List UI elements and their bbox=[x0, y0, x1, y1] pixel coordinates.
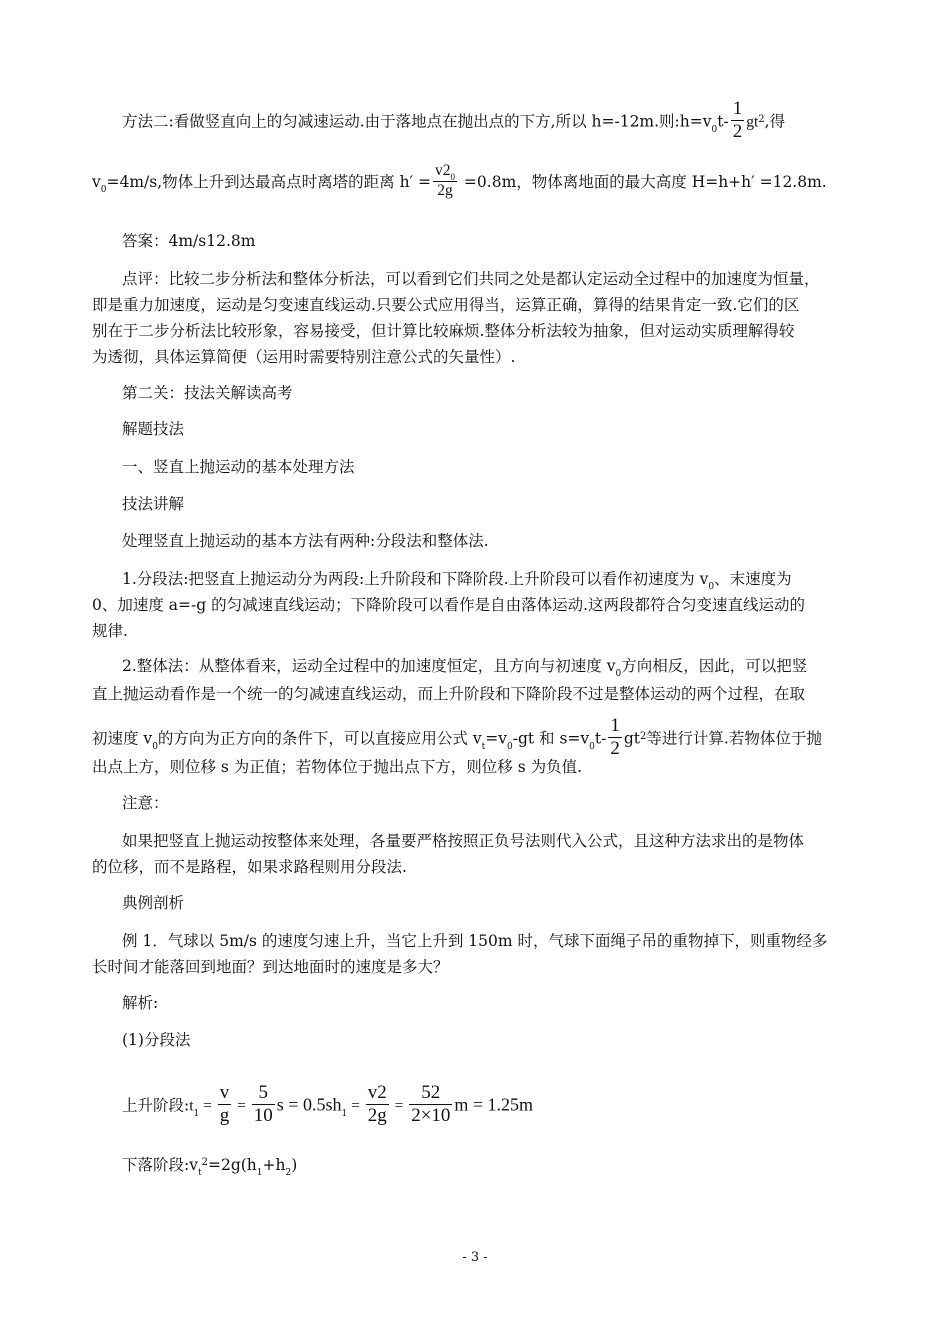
subscript: t bbox=[197, 1168, 202, 1178]
equals: = bbox=[199, 1097, 216, 1115]
denominator: 2g bbox=[437, 182, 453, 199]
text: 、末速度为 bbox=[714, 570, 792, 588]
analysis-heading: 解析: bbox=[122, 994, 159, 1012]
heading-explain: 技法讲解 bbox=[122, 495, 185, 513]
text: ,得 bbox=[764, 112, 786, 131]
text: t- bbox=[717, 112, 729, 131]
note-heading: 注意： bbox=[122, 794, 169, 812]
answer: 答案：4m/s12.8m bbox=[122, 232, 256, 250]
text: m = 1.25m bbox=[454, 1094, 534, 1115]
subscript: 1 bbox=[341, 1108, 348, 1119]
velocity-height-line bbox=[92, 164, 860, 202]
denominator: 10 bbox=[253, 1105, 273, 1126]
text: 的方向为正方向的条件下，可以直接应用公式 v bbox=[157, 729, 482, 748]
denominator: g bbox=[219, 1105, 230, 1126]
subscript: t bbox=[481, 741, 486, 752]
subscript: 0 bbox=[589, 741, 595, 752]
fraction-52-over-2x10 bbox=[409, 1082, 452, 1127]
subscript: 0 bbox=[450, 172, 455, 182]
note-line-1: 如果把竖直上抛运动按整体来处理，各量要严格按照正负号法则代入公式，且这种方法求出的是物体 bbox=[122, 832, 805, 850]
text: 等进行计算.若物体位于抛 bbox=[646, 729, 822, 748]
numerator: 52 bbox=[409, 1082, 452, 1105]
equals: = bbox=[390, 1097, 408, 1115]
text: gt bbox=[746, 113, 759, 131]
example-line-1: 例 1．气球以 5m/s 的速度匀速上升，当它上升到 150m 时，气球下面绳子吊的重物掉下，则重物经多 bbox=[122, 932, 828, 950]
text: v bbox=[92, 173, 101, 191]
text: t- bbox=[594, 729, 607, 748]
numerator-text: v2 bbox=[435, 162, 451, 179]
denominator: 2 bbox=[732, 121, 743, 142]
superscript: 2 bbox=[640, 730, 647, 742]
text: 方向相反，因此，可以把竖 bbox=[621, 657, 808, 675]
subscript: 1 bbox=[193, 1108, 200, 1119]
example-line-2: 长时间才能落回到地面？到达地面时的速度是多大？ bbox=[92, 958, 449, 976]
text: =4m/s,物体上升到达最高点时离塔的距离 h′ = bbox=[106, 173, 431, 191]
heading-example: 典例剖析 bbox=[122, 894, 185, 912]
subscript: 2 bbox=[285, 1168, 292, 1178]
note-line-2: 的位移，而不是路程，如果求路程则用分段法. bbox=[92, 858, 407, 876]
fraction-5-over-10 bbox=[252, 1082, 275, 1127]
comment-line-2: 即是重力加速度，运动是匀变速直线运动.只要公式应用得当，运算正确，算得的结果肯定一致.它们的区 bbox=[92, 296, 800, 314]
method-one-line-1 bbox=[122, 566, 860, 595]
equals: = bbox=[233, 1097, 250, 1115]
subscript: 0 bbox=[615, 669, 622, 679]
subscript: 0 bbox=[506, 741, 513, 752]
equals: = bbox=[347, 1097, 364, 1115]
numerator: v bbox=[219, 1082, 230, 1103]
method-two-line bbox=[122, 100, 860, 145]
denominator: 2g bbox=[367, 1105, 387, 1126]
method-one-line-3: 规律. bbox=[92, 622, 128, 640]
numerator: 1 bbox=[732, 98, 743, 119]
methods-intro: 处理竖直上抛运动的基本方法有两种:分段法和整体法. bbox=[122, 532, 489, 550]
text: 下落阶段:v bbox=[122, 1156, 198, 1174]
subscript: 0 bbox=[711, 124, 718, 135]
numerator bbox=[433, 162, 457, 182]
fraction-v-over-g bbox=[218, 1082, 232, 1127]
text: 1.分段法:把竖直上抛运动分为两段:上升阶段和下降阶段.上升阶段可以看作初速度为 v bbox=[122, 570, 709, 588]
text: 方法二:看做竖直向上的匀减速运动.由于落地点在抛出点的下方,所以 h=-12m.则:h=v bbox=[122, 112, 712, 131]
subscript: 1 bbox=[256, 1168, 263, 1178]
heading-part-one: 一、竖直上抛运动的基本处理方法 bbox=[122, 458, 355, 476]
variable: t bbox=[189, 1097, 194, 1115]
method-two-line-2: 直上抛运动看作是一个统一的匀减速直线运动，而上升阶段和下降阶段不过是整体运动的两个过程，在取 bbox=[92, 685, 806, 703]
numerator: v2 bbox=[367, 1082, 387, 1103]
text: ) bbox=[291, 1156, 298, 1174]
fraction bbox=[731, 98, 745, 143]
denominator: 2 bbox=[610, 738, 620, 759]
segment-method-heading: (1)分段法 bbox=[122, 1031, 191, 1049]
rise-stage-equation bbox=[122, 1084, 860, 1129]
label: 上升阶段: bbox=[122, 1096, 190, 1115]
fraction bbox=[433, 162, 457, 200]
text: =2g(h bbox=[207, 1156, 257, 1174]
fraction-v2-over-2g bbox=[366, 1082, 389, 1127]
fall-stage-equation bbox=[122, 1152, 860, 1181]
comment-line-3: 别在于二步分析法比较形象，容易接受，但计算比较麻烦.整体分析法较为抽象，但对运动实质理解得较 bbox=[92, 322, 795, 340]
text: =0.8m，物体离地面的最大高度 H=h+h′ =12.8m. bbox=[459, 173, 827, 191]
subscript: 0 bbox=[152, 741, 158, 752]
text: gt bbox=[623, 729, 641, 748]
text: +h bbox=[262, 1156, 286, 1174]
page-number: - 3 - bbox=[462, 1250, 488, 1265]
numerator: 5 bbox=[252, 1082, 275, 1105]
text: 2.整体法：从整体看来，运动全过程中的加速度恒定，且方向与初速度 v bbox=[122, 657, 616, 675]
text: =v bbox=[485, 729, 507, 748]
method-two-line-1 bbox=[122, 653, 860, 682]
section-heading-second: 第二关：技法关解读高考 bbox=[122, 384, 293, 402]
comment-line-4: 为透彻，具体运算简便（运用时需要特别注意公式的矢量性）. bbox=[92, 348, 516, 366]
method-two-line-4: 出点上方，则位移 s 为正值；若物体位于抛出点下方，则位移 s 为负值. bbox=[92, 758, 583, 776]
comment-line-1: 点评：比较二步分析法和整体分析法，可以看到它们共同之处是都认定运动全过程中的加速度为恒量， bbox=[122, 270, 820, 288]
text: s = 0.5sh bbox=[276, 1094, 342, 1115]
superscript: 2 bbox=[758, 113, 765, 125]
subscript: 0 bbox=[708, 582, 715, 592]
subscript: 0 bbox=[100, 185, 107, 195]
numerator: 1 bbox=[610, 715, 620, 736]
denominator: 2×10 bbox=[411, 1105, 451, 1126]
heading-skill: 解题技法 bbox=[122, 420, 185, 438]
text: -gt 和 s=v bbox=[512, 729, 590, 748]
text: 初速度 v bbox=[92, 729, 153, 748]
method-one-line-2: 0、加速度 a=-g 的匀减速直线运动；下降阶段可以看作是自由落体运动.这两段都符合匀变速直线运动的 bbox=[92, 596, 806, 614]
superscript: 2 bbox=[201, 1157, 208, 1168]
